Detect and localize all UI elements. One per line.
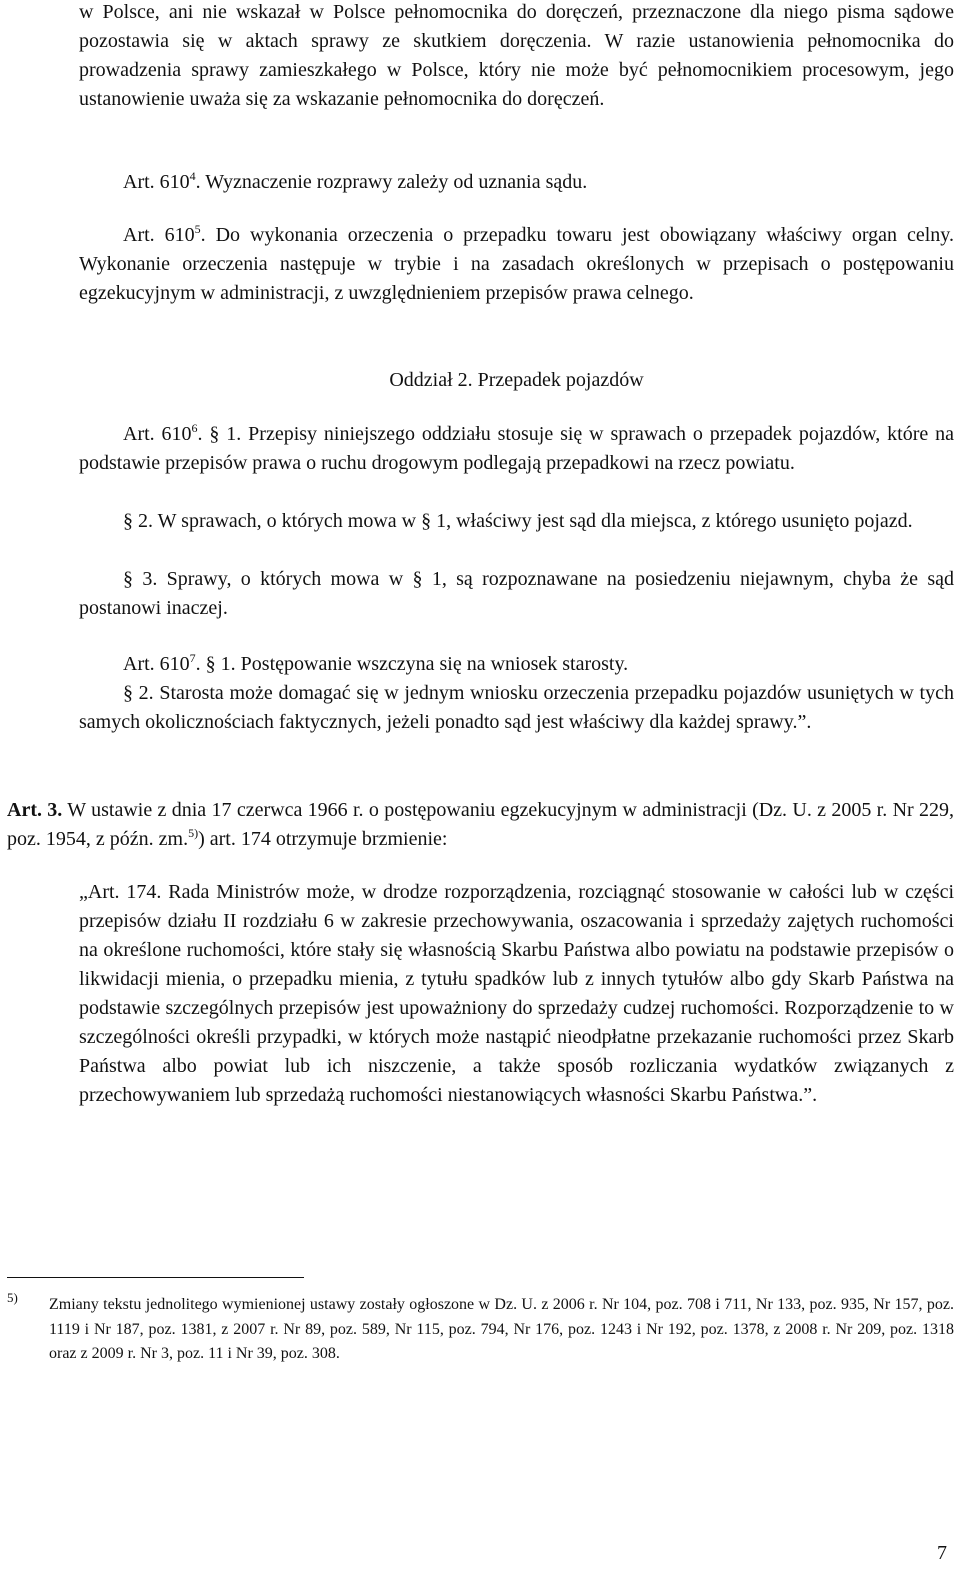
article-3-text-b: ) art. 174 otrzymuje brzmienie: xyxy=(198,828,448,850)
article-610-7-para-2: § 2. Starosta może domagać się w jednym wniosku orzeczenia przepadku pojazdów usuniętych w tych samych okolicznościach faktycznych, jeżeli ponadto sąd jest właściwy dla każdej sprawy.”. xyxy=(79,682,954,733)
article-3-text-a: W ustawie z dnia 17 czerwca 1966 r. o postępowaniu egzekucyjnym w administracji (Dz. U. z 2005 r. Nr 229, poz. 1954, z późn. zm. xyxy=(7,799,954,850)
article-610-5-text: . Do wykonania orzeczenia o przepadku towaru jest obowiązany właściwy organ celny. Wykonanie orzeczenia następuje w trybie i na zasadach określonych w przepisach o postępowaniu egzekucyjnym w administracji, z uwzględnieniem przepisów prawa celnego. xyxy=(79,224,954,304)
article-610-6-prefix: Art. 610 xyxy=(123,423,192,445)
article-610-4-text: . Wyznaczenie rozprawy zależy od uznania sądu. xyxy=(195,171,588,193)
article-174-quote: „Art. 174. Rada Ministrów może, w drodze rozporządzenia, rozciągnąć stosowanie w całości lub w części przepisów działu II rozdziału 6 w zakresie przechowywania, oszacowania i sprzedaży zajętych ruchomości na określone ruchomości, które stały się własnością Skarbu Państwa albo powiatu na podstawie przepisów o likwidacji mienia, o przepadku mienia, z tytułu spadków lub z innych tytułów albo gdy Skarb Państwa na podstawie szczególnych przepisów jest upoważniony do sprzedaży cudzej ruchomości. Rozporządzenie to w szczególności określi przypadki, w których może nastąpić nieodpłatne przekazanie ruchomości przez Skarb Państwa albo powiat lub ich niszczenie, a także sposób rozliczania wydatków związanych z przechowywaniem lub sprzedażą ruchomości niestanowiących własności Skarbu Państwa.”. xyxy=(79,881,954,1106)
article-610-5 xyxy=(79,221,954,308)
page-number: 7 xyxy=(937,1542,947,1564)
article-610-6-para-1 xyxy=(79,420,954,478)
article-610-7-prefix: Art. 610 xyxy=(123,653,190,675)
article-610-6-para-3: § 3. Sprawy, o których mowa w § 1, są rozpoznawane na posiedzeniu niejawnym, chyba że sąd postanowi inaczej. xyxy=(79,568,954,619)
paragraph-continuation: w Polsce, ani nie wskazał w Polsce pełnomocnika do doręczeń, przeznaczone dla niego pisma sądowe pozostawia się w aktach sprawy ze skutkiem doręczenia. W razie ustanowienia pełnomocnika do prowadzenia sprawy zamieszkałego w Polsce, który nie może być pełnomocnikiem procesowym, jego ustanowienie uważa się za wskazanie pełnomocnika do doręczeń. xyxy=(79,1,954,110)
article-610-5-prefix: Art. 610 xyxy=(123,224,195,246)
article-610-6-sup: 6 xyxy=(191,421,198,435)
section-heading: Oddział 2. Przepadek pojazdów xyxy=(389,369,644,391)
footnote-mark: 5) xyxy=(7,1290,18,1305)
article-610-4 xyxy=(123,168,954,197)
article-610-4-prefix: Art. 610 xyxy=(123,171,190,193)
article-610-6-para-2: § 2. W sprawach, o których mowa w § 1, właściwy jest sąd dla miejsca, z którego usunięto pojazd. xyxy=(123,510,913,532)
article-610-7-text-1: . § 1. Postępowanie wszczyna się na wniosek starosty. xyxy=(195,653,629,675)
article-3 xyxy=(7,796,954,854)
footnote-text: Zmiany tekstu jednolitego wymienionej ustawy zostały ogłoszone w Dz. U. z 2006 r. Nr 104, poz. 708 i 711, Nr 133, poz. 935, Nr 157, poz. 1119 i Nr 187, poz. 1381, z 2007 r. Nr 89, poz. 589, Nr 115, poz. 794, Nr 176, poz. 1243 i Nr 192, poz. 1378, z 2008 r. Nr 209, poz. 1318 oraz z 2009 r. Nr 3, poz. 11 i Nr 39, poz. 308. xyxy=(49,1296,954,1362)
article-3-label: Art. 3. xyxy=(7,799,63,821)
article-610-7-para-1 xyxy=(79,650,954,679)
article-610-4-sup: 4 xyxy=(189,169,196,183)
footnote-separator xyxy=(7,1277,304,1278)
article-610-5-sup: 5 xyxy=(194,222,201,236)
article-610-6-text-1: . § 1. Przepisy niniejszego oddziału stosuje się w sprawach o przepadek pojazdów, które na podstawie przepisów prawa o ruchu drogowym podlegają przepadkowi na rzecz powiatu. xyxy=(79,423,954,474)
article-610-7-sup: 7 xyxy=(189,651,196,665)
footnote-reference: 5) xyxy=(188,826,199,840)
